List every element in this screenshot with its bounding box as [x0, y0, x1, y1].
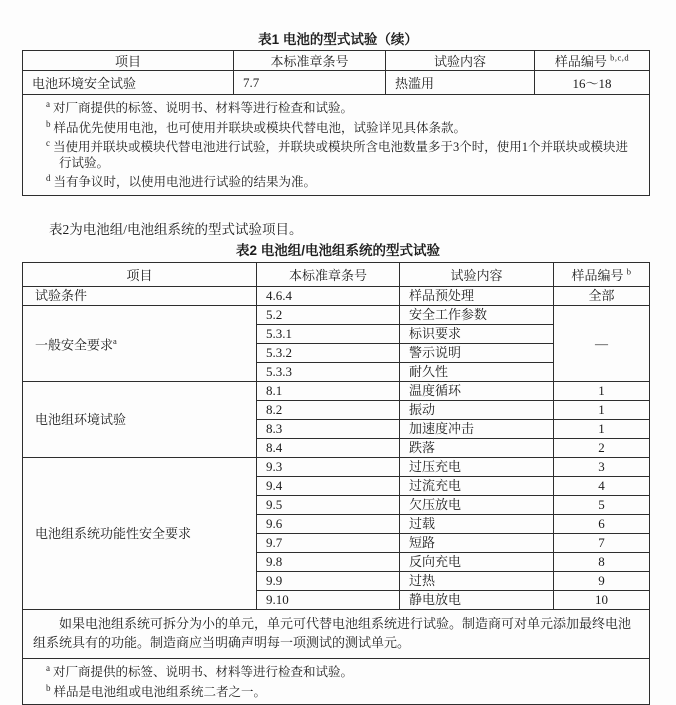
table-row: [23, 306, 650, 325]
footnote-marker: b: [46, 682, 51, 693]
cell-content: 振动: [400, 401, 554, 420]
cell-content: 欠压放电: [400, 496, 554, 515]
table1-col-header-item: 项目: [23, 51, 234, 71]
cell-clause: 4.6.4: [257, 287, 400, 306]
table2-col-header-sample: [554, 263, 650, 287]
cell-sample: 9: [554, 572, 650, 591]
cell-content: 热滥用: [386, 71, 535, 95]
table1-footnotes-cell: [23, 95, 650, 196]
cell-sample: 7: [554, 534, 650, 553]
table2: [22, 262, 650, 705]
cell-content: 样品预处理: [400, 287, 554, 306]
group-label-sup: a: [113, 336, 118, 347]
table2-sample-header-sup: b: [626, 266, 632, 277]
cell-clause: 9.3: [257, 458, 400, 477]
table2-footnote-row: [23, 659, 650, 705]
table2-sample-header-label: 样品编号: [571, 268, 624, 284]
cell-content: 温度循环: [400, 382, 554, 401]
table1: [22, 50, 650, 196]
cell-content: 过压充电: [400, 458, 554, 477]
cell-item-group: [23, 458, 257, 610]
cell-item-group: [23, 306, 257, 382]
table-row: [23, 458, 650, 477]
table-row: [23, 71, 650, 95]
table1-col-header-content: 试验内容: [386, 51, 535, 71]
footnote: $^b$ 样品是电池组或电池组系统二者之一。: [46, 682, 267, 699]
table1-col-header-clause: 本标准章条号: [234, 51, 386, 71]
cell-sample: 10: [554, 591, 650, 610]
footnote-marker: b: [46, 118, 51, 129]
cell-clause: 8.1: [257, 382, 400, 401]
table2-footnotes-cell: [23, 659, 650, 705]
cell-clause: 9.6: [257, 515, 400, 534]
cell-content: 静电放电: [400, 591, 554, 610]
cell-item-group: [23, 287, 257, 306]
intro-paragraph: 表2为电池组/电池组系统的型式试验项目。: [49, 222, 303, 238]
cell-clause: 5.2: [257, 306, 400, 325]
footnote: $^d$ 当有争议时，以使用电池进行试验的结果为准。: [46, 173, 317, 190]
cell-clause: 7.7: [234, 71, 386, 95]
cell-content: 反向充电: [400, 553, 554, 572]
cell-sample: 5: [554, 496, 650, 515]
table2-note-text: 如果电池组系统可拆分为小的单元，单元可代替电池组系统进行试验。制造商可对单元添加最终电池组系统具有的功能。制造商应当明确声明每一项测试的测试单元。: [33, 616, 632, 651]
cell-clause: 8.3: [257, 420, 400, 439]
footnote: $^c$ 当使用并联块或模块代替电池进行试验，并联块或模块所含电池数量多于3个时，使用1个并联块或模块进行试验。: [46, 138, 629, 170]
cell-sample: 3: [554, 458, 650, 477]
cell-clause: 9.9: [257, 572, 400, 591]
cell-sample: 4: [554, 477, 650, 496]
cell-content: 跌落: [400, 439, 554, 458]
cell-sample: 8: [554, 553, 650, 572]
cell-item: 电池环境安全试验: [23, 71, 234, 95]
table1-title: 表1 电池的型式试验（续）: [258, 32, 418, 47]
footnote-marker: d: [46, 173, 51, 184]
group-label: 试验条件: [35, 288, 88, 304]
cell-clause: 9.8: [257, 553, 400, 572]
cell-content: 短路: [400, 534, 554, 553]
table1-footnote-row: [23, 95, 650, 196]
cell-item-group: [23, 382, 257, 458]
cell-sample: 16～18: [535, 71, 650, 95]
table1-sample-header-sup: b,c,d: [610, 52, 630, 63]
table2-header-row: [23, 263, 650, 287]
cell-sample: 1: [554, 420, 650, 439]
table2-note-row: [23, 610, 650, 659]
cell-clause: 5.3.1: [257, 325, 400, 344]
cell-sample: 6: [554, 515, 650, 534]
footnote-marker: a: [46, 663, 50, 674]
cell-clause: 5.3.2: [257, 344, 400, 363]
footnote: $^a$ 对厂商提供的标签、说明书、材料等进行检查和试验。: [46, 99, 354, 116]
table1-sample-header-label: 样品编号: [554, 54, 607, 69]
cell-clause: 9.5: [257, 496, 400, 515]
cell-content: 安全工作参数: [400, 306, 554, 325]
table2-note-cell: [23, 610, 650, 659]
footnote: $^a$ 对厂商提供的标签、说明书、材料等进行检查和试验。: [46, 663, 354, 680]
footnote-marker: c: [46, 138, 50, 149]
cell-clause: 9.4: [257, 477, 400, 496]
table1-header-row: [23, 51, 650, 71]
cell-content: 过热: [400, 572, 554, 591]
group-label: 电池组系统功能性安全要求: [35, 525, 192, 541]
cell-content: 警示说明: [400, 344, 554, 363]
table-row: [23, 382, 650, 401]
table-row: [23, 287, 650, 306]
cell-clause: 5.3.3: [257, 363, 400, 382]
cell-content: 标识要求: [400, 325, 554, 344]
table2-col-header-content: 试验内容: [400, 263, 554, 287]
cell-sample: 1: [554, 401, 650, 420]
cell-content: 加速度冲击: [400, 420, 554, 439]
table2-col-header-clause: 本标准章条号: [257, 263, 400, 287]
cell-clause: 9.10: [257, 591, 400, 610]
cell-sample: 1: [554, 382, 650, 401]
cell-sample: 2: [554, 439, 650, 458]
cell-clause: 9.7: [257, 534, 400, 553]
cell-content: 耐久性: [400, 363, 554, 382]
table2-col-header-item: 项目: [23, 263, 257, 287]
cell-clause: 8.4: [257, 439, 400, 458]
group-label: 一般安全要求: [35, 337, 114, 353]
footnote-marker: a: [46, 99, 50, 109]
cell-sample: 全部: [554, 287, 650, 306]
table1-col-header-sample: [535, 51, 650, 71]
cell-sample-merged: —: [554, 306, 650, 382]
table2-title: 表2 电池组/电池组系统的型式试验: [235, 243, 440, 259]
cell-content: 过载: [400, 515, 554, 534]
cell-content: 过流充电: [400, 477, 554, 496]
cell-clause: 8.2: [257, 401, 400, 420]
group-label: 电池组环境试验: [35, 411, 127, 427]
footnote: $^b$ 样品优先使用电池，也可使用并联块或模块代替电池，试验详见具体条款。: [46, 118, 467, 135]
